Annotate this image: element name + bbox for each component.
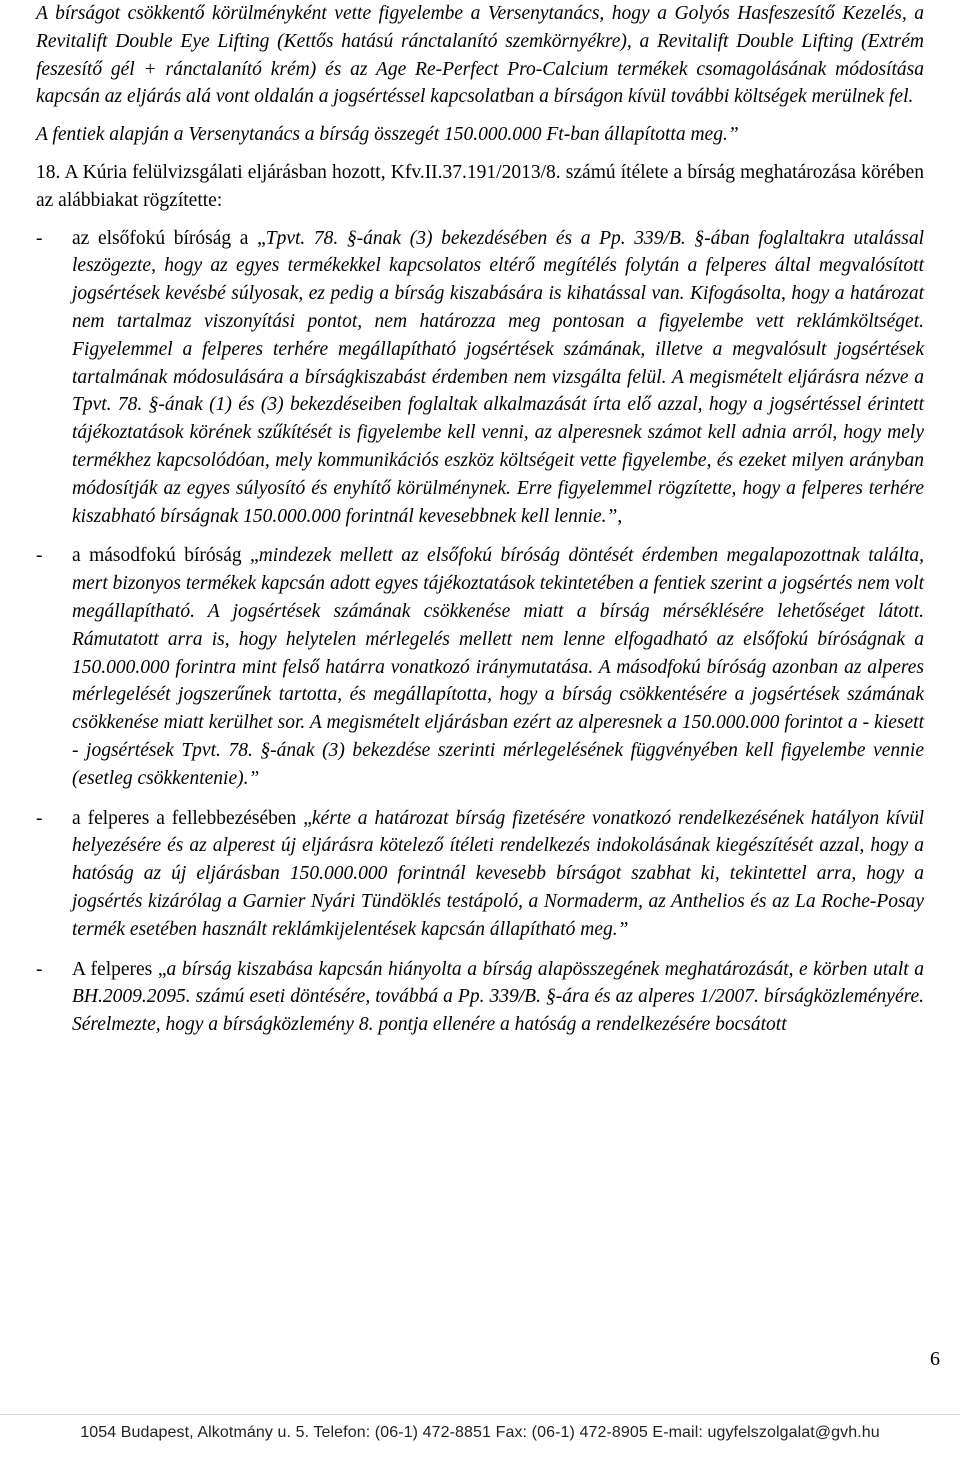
list-item-lead: A felperes „: [72, 958, 167, 980]
list-dash: -: [36, 807, 43, 829]
list-item: [36, 956, 924, 1039]
page-footer: 1054 Budapest, Alkotmány u. 5. Telefon: (06-1) 472-8851 Fax: (06-1) 472-8905 E-mail: ugyfelszolgalat@gvh.hu: [80, 1424, 880, 1441]
list-item-quote: a bírság kiszabása kapcsán hiányolta a bírság alapösszegének meghatározását, e körben utalt a BH.2009.2095. számú eseti döntésére, továbbá a Pp. 339/B. §-ára és az alperes 1/2007. bírságközleményére. Sérelmezte, hogy a bírságközlemény 8. pontja ellenére a hatóság a rendelkezésére bocsátott: [72, 958, 924, 1036]
list-item: [36, 225, 924, 531]
document-body: [36, 0, 924, 1039]
paragraph-fine-amount: A fentiek alapján a Versenytanács a bírság összegét 150.000.000 Ft-ban állapította meg.”: [36, 124, 739, 146]
list-dash: -: [36, 545, 43, 567]
list-item-tail: ,: [617, 505, 623, 527]
footer-divider: [0, 1414, 960, 1415]
list-item-lead: a felperes a fellebbezésében „: [72, 807, 312, 829]
list-item-quote: mindezek mellett az elsőfokú bíróság döntését érdemben megalapozottnak találta, mert bizonyos termékek kapcsán adott egyes tájékoztatások tekintetében a fentiek szerint a jogsértés nem volt megállapítható. A jogsértések számának csökkenése miatt a bírság mérséklésére lehetőséget látott. Rámutatott arra is, hogy helytelen mérlegelés mellett nem lenne elfogadható az elsőfokú bíróságnak a 150.000.000 forintra mint felső határra vonatkozó iránymutatása. A másodfokú bíróság azonban az alperes mérlegelését jogszerűnek tartotta, és megállapította, hogy a bírság csökkentésére a jogsértések számának csökkenése miatt kerülhet sor. A megismételt eljárásban ezért az alperesnek a 150.000.000 forintot a - kiesett - jogsértések Tpvt. 78. §-ának (3) bekezdése szerinti mérlegelésének függvényében kell figyelembe vennie (esetleg csökkentenie).”: [72, 545, 924, 789]
paragraph-mitigating-circumstances: A bírságot csökkentő körülményként vette figyelembe a Versenytanács, hogy a Golyós Hasfeszesítő Kezelés, a Revitalift Double Eye Lifting (Kettős hatású ránctalanító szemkörnyékre), a Revitalift Double Lifting (Extrém feszesítő gél + ránctalanító krém) és az Age Re-Perfect Pro-Calcium termékek csomagolásának módosítása kapcsán az eljárás alá vont oldalán a jogsértéssel kapcsolatban a bírságon kívül további költségek merülnek fel.: [36, 3, 924, 108]
list-item-quote: kérte a határozat bírság fizetésére vonatkozó rendelkezésének hatályon kívül helyezésére és az alperest új eljárásra kötelező ítéleti rendelkezés indokolásának kiegészítését azzal, hogy a hatóság az új eljárásban 150.000.000 forintnál kevesebb bírságot szabhat ki, tekintettel arra, hogy a jogsértés kizárólag a Garnier Nyári Tündöklés testápoló, a Normaderm, az Anthelios és az La Roche-Posay termék esetében használt reklámkijelentések kapcsán állapítható meg.”: [72, 807, 924, 940]
list-item-lead: a másodfokú bíróság „: [72, 545, 259, 567]
list-item-lead: az elsőfokú bíróság a „: [72, 227, 266, 249]
list-item: [36, 805, 924, 944]
paragraph-18-kuria: 18. A Kúria felülvizsgálati eljárásban hozott, Kfv.II.37.191/2013/8. számú ítélete a bírság meghatározása körében az alábbiakat rögzítette:: [36, 161, 924, 211]
list-item-quote: Tpvt. 78. §-ának (3) bekezdésében és a Pp. 339/B. §-ában foglaltakra utalással leszögezte, hogy az egyes termékekkel kapcsolatos eltérő megítélés folytán a felperes által megvalósított jogsértések kevésbé súlyosak, ez pedig a bírság kiszabására is kihatással van. Kifogásolta, hogy a határozat nem tartalmaz viszonyítási pontot, nem határozza meg pontosan a figyelembe vett reklámköltséget. Figyelemmel a felperes terhére megállapítható jogsértések számának, illetve a megvalósult jogsértések tartalmának módosulására a bírságkiszabást érdemben nem vizsgálta felül. A megismételt eljárásra nézve a Tpvt. 78. §-ának (1) és (3) bekezdéseiben foglaltak alkalmazását írta elő azzal, hogy a jogsértéssel érintett tájékoztatások körének szűkítését is figyelembe kell venni, az alperesnek számot kell adnia arról, hogy mely termékhez kapcsolódóan, mely kommunikációs eszköz költségeit vette figyelembe, és ezeket milyen arányban módosítják az egyes súlyosító és enyhítő körülménynek. Erre figyelemmel rögzítette, hogy a felperes terhére kiszabható bírságnak 150.000.000 forintnál kevesebbnek kell lennie.”: [72, 227, 924, 527]
list-item: [36, 542, 924, 792]
list-dash: -: [36, 958, 43, 980]
page-number: 6: [930, 1348, 940, 1370]
list-dash: -: [36, 227, 43, 249]
